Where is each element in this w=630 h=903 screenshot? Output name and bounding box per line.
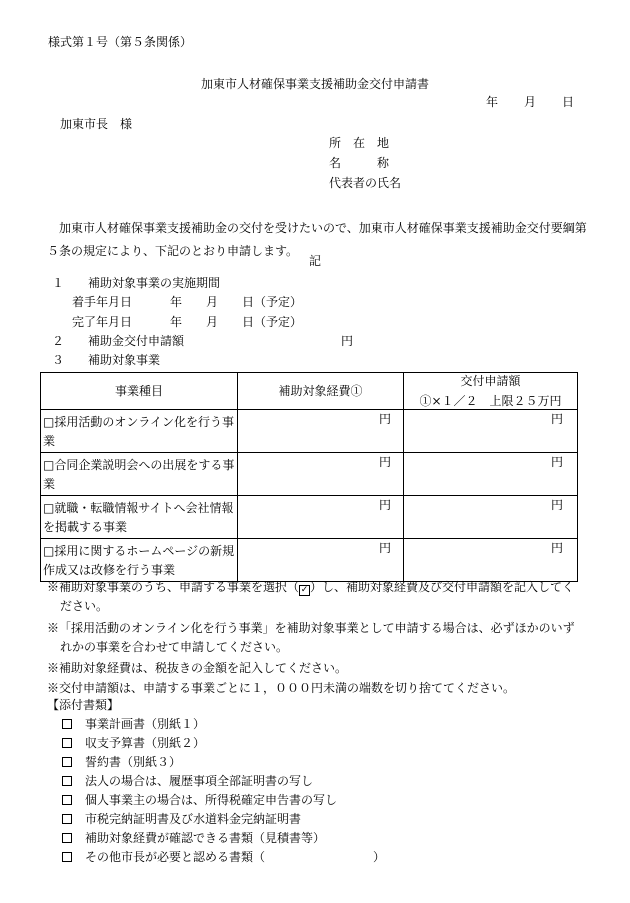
end-day-label: 日（予定） — [242, 315, 303, 329]
applicant-name-label: 名 称 — [329, 156, 390, 170]
attachments-heading: 【添付書類】 — [47, 698, 120, 712]
attachment-label: 法人の場合は、履歴事項全部証明書の写し — [85, 774, 314, 788]
row-category[interactable]: □合同企業説明会への出展をする事業 — [41, 453, 238, 496]
item-2-label: ２ 補助金交付申請額 — [52, 334, 185, 348]
end-date-label: 完了年月日 — [72, 315, 133, 329]
note-2-text-b: れかの事業を合わせて申請してください。 — [60, 640, 289, 654]
attachment-item[interactable] — [62, 718, 205, 730]
note-1-text-b: ）し、補助対象経費及び交付申請額を記入してく — [310, 580, 575, 594]
start-day-label: 日（予定） — [242, 295, 303, 309]
row-cost-cell[interactable]: 円 — [238, 453, 404, 496]
attachment-label: 個人事業主の場合は、所得税確定申告書の写し — [85, 793, 338, 807]
note-1-text-c: ださい。 — [60, 599, 109, 613]
applicant-address-label: 所 在 地 — [329, 136, 390, 150]
attachment-item[interactable] — [62, 794, 337, 806]
date-day-label: 日 — [562, 95, 575, 109]
row-amount-cell[interactable]: 円 — [404, 453, 578, 496]
row-cost-cell[interactable]: 円 — [238, 410, 404, 453]
form-number: 様式第１号（第５条関係） — [48, 35, 193, 49]
checkbox-icon[interactable] — [62, 833, 72, 843]
attachment-item[interactable] — [62, 756, 181, 768]
checkbox-icon[interactable] — [62, 852, 72, 862]
table-row — [41, 539, 578, 582]
table-row — [41, 496, 578, 539]
note-1-text-a: ※補助対象事業のうち、申請する事業を選択（ — [47, 580, 300, 594]
checkbox-icon[interactable] — [62, 719, 72, 729]
attachment-item[interactable] — [62, 775, 313, 787]
start-year-label: 年 — [170, 295, 183, 309]
checked-box-icon: ✓ — [300, 585, 309, 595]
attachment-label: 市税完納証明書及び水道料金完納証明書 — [85, 812, 302, 826]
table-row — [41, 453, 578, 496]
row-amount-cell[interactable]: 円 — [404, 539, 578, 582]
attachment-item[interactable] — [62, 832, 325, 844]
header-category: 事業種目 — [41, 373, 238, 410]
end-year-label: 年 — [170, 315, 183, 329]
attachment-item[interactable] — [62, 813, 301, 825]
date-year-label: 年 — [486, 95, 499, 109]
subsidy-table — [40, 372, 578, 582]
start-date-label: 着手年月日 — [72, 295, 133, 309]
header-amount-formula: ①×１／２ 上限２５万円 — [419, 394, 562, 408]
note-2 — [47, 619, 607, 657]
table-header-row — [41, 373, 578, 410]
row-cost-cell[interactable]: 円 — [238, 539, 404, 582]
checkbox-icon[interactable] — [62, 776, 72, 786]
item-3-label: ３ 補助対象事業 — [52, 353, 161, 367]
item-1-label: １ 補助対象事業の実施期間 — [52, 276, 221, 290]
note-1 — [47, 578, 607, 616]
header-amount — [404, 373, 578, 410]
checkbox-icon[interactable] — [62, 795, 72, 805]
attachment-item[interactable] — [62, 737, 205, 749]
attachment-label: 収支予算書（別紙２） — [85, 736, 206, 750]
date-month-label: 月 — [524, 95, 537, 109]
row-category[interactable]: □採用活動のオンライン化を行う事業 — [41, 410, 238, 453]
attachment-label: 事業計画書（別紙１） — [85, 717, 206, 731]
attachment-label: 補助対象経費が確認できる書類（見積書等） — [85, 831, 326, 845]
applicant-representative-label: 代表者の氏名 — [329, 176, 402, 190]
row-amount-cell[interactable]: 円 — [404, 410, 578, 453]
document-title: 加東市人材確保事業支援補助金交付申請書 — [200, 77, 429, 91]
start-month-label: 月 — [206, 295, 219, 309]
checkbox-icon[interactable] — [62, 757, 72, 767]
note-4: ※交付申請額は、申請する事業ごとに１，０００円未満の端数を切り捨ててください。 — [47, 681, 516, 695]
row-category[interactable]: □採用に関するホームページの新規作成又は改修を行う事業 — [41, 539, 238, 582]
attachment-label: その他市長が必要と認める書類（ ） — [85, 850, 386, 864]
checkbox-icon[interactable] — [62, 738, 72, 748]
row-amount-cell[interactable]: 円 — [404, 496, 578, 539]
addressee: 加東市長 様 — [60, 117, 133, 131]
attachment-label: 誓約書（別紙３） — [85, 755, 182, 769]
ki-heading: 記 — [308, 254, 321, 268]
end-month-label: 月 — [206, 315, 219, 329]
checkbox-icon[interactable] — [62, 814, 72, 824]
item-2-yen-label: 円 — [341, 334, 354, 348]
note-2-text-a: ※「採用活動のオンライン化を行う事業」を補助対象事業として申請する場合は、必ずほかのいず — [47, 621, 575, 635]
header-amount-label: 交付申請額 — [460, 374, 521, 388]
table-row — [41, 410, 578, 453]
attachment-item[interactable] — [62, 851, 385, 863]
row-category[interactable]: □就職・転職情報サイトへ会社情報を掲載する事業 — [41, 496, 238, 539]
row-cost-cell[interactable]: 円 — [238, 496, 404, 539]
header-cost: 補助対象経費① — [238, 373, 404, 410]
note-3: ※補助対象経費は、税抜きの金額を記入してください。 — [47, 661, 348, 675]
application-statement: 加東市人材確保事業支援補助金の交付を受けたいので、加東市人材確保事業支援補助金交付要綱第５条の規定により、下記のとおり申請します。 — [47, 221, 587, 258]
